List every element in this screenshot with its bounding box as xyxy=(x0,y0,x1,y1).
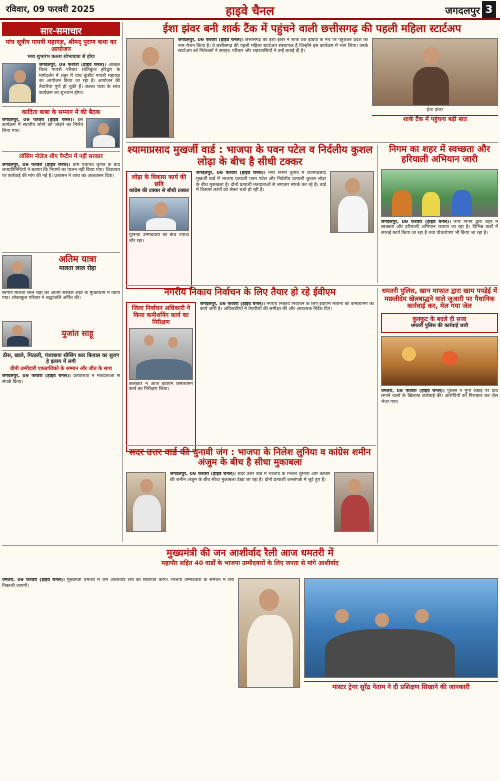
cm-rally-sub: महापौर सहित 40 वार्डों के भाजपा उम्मीदवारों के लिए जनता से मांगे आशीर्वाद xyxy=(161,560,339,568)
sidebar-item-1-sub: भव्य शुभारंभ कलश शोभायात्रा से होगा xyxy=(27,54,95,60)
ward-story-1-headline: श्यामाप्रसाद मुखर्जी वार्ड : भाजपा के पवन पटेल व निर्दलीय कुशल लोढ़ा के बीच है सीधी टक्कर xyxy=(127,145,373,168)
evm-story-box-title: जिला निर्वाचन अधिकारी ने किया कमीशनिंग कार्य का निरीक्षण xyxy=(131,304,191,326)
sidebar-item-2-photo xyxy=(86,118,120,148)
evm-story-box xyxy=(126,302,196,452)
evm-story-headline: नगरीय निकाय निर्वाचन के लिए तैयार हो रहे ईवीएम xyxy=(164,287,336,298)
issue-date: रविवार, 09 फरवरी 2025 xyxy=(6,5,95,15)
evm-story-body: नगरीय निकाय निर्वाचन के लिए ईवीएम मशीनों की कमीशनिंग का कार्य जारी है। अधिकारियों ने तैयारियों की समीक्षा की और आवश्यक निर्देश दिए। xyxy=(200,301,374,313)
police-story-box-sub: धमतरी पुलिस की कार्रवाई जारी xyxy=(410,322,469,329)
evm-story-box-body: कलेक्टर ने आज ईवीएम कमीशनिंग कार्य का निरीक्षण किया। xyxy=(129,381,193,393)
ward-story-1-body: नगर निगम चुनाव में श्यामाप्रसाद मुखर्जी वार्ड में भाजपा प्रत्याशी पवन पटेल और निर्दलीय प्रत्याशी कुशल लोढ़ा के बीच मुकाबला है। दोनों प्रत्याशी मतदाताओं से लगातार संपर्क कर रहे हैं। वार्ड में विकास कार्यों को लेकर चर्चा हो रही है। xyxy=(196,171,326,194)
obituary-name-1: मालता लाल रोहा xyxy=(59,265,96,273)
top-story-photo-1 xyxy=(126,38,174,138)
obituary-name-2: युजांत साहू xyxy=(61,328,94,338)
ward-story-2-body: सदर उत्तर वार्ड में भाजपा के निलेश लुनिया और कांग्रेस की शमीन अंजुम के बीच सीधा मुकाबला देखा जा रहा है। दोनों प्रत्याशी जनसंपर्क में जुटे हुए हैं। xyxy=(170,472,330,483)
cm-rally-body: मुख्यमंत्री धमतरी में जन आशीर्वाद रैली को संबोधित करेंगे। भाजपा उम्मीदवारों के समर्थन में रैली निकाली जाएगी। xyxy=(2,578,234,589)
evm-story-photo xyxy=(129,328,193,380)
sidebar-item-1-body: अखिल विश्व गायत्री परिवार शांतिकुंज हरिद्वार के मार्गदर्शन में शहर में पांच कुंडीय गायत्री महायज्ञ का आयोजन किया जा रहा है। आयोजन की तैयारियां पूर्ण हो चुकी हैं। कलश यात्रा के साथ कार्यक्रम का शुभारंभ होगा। xyxy=(39,62,120,96)
ward-story-2-full xyxy=(2,548,498,567)
ward-story-2-headline: सदर उत्तर वार्ड की चुनावी जंग : भाजपा के निलेश लुनिया व कांग्रेस शमीन अंजुम के बीच है सीधा मुकाबला xyxy=(129,448,371,469)
sidebar-item-2-body: इस कार्यक्रम में स्थानीय लोगों को जोड़ने का निर्णय लिया गया। xyxy=(2,117,83,134)
police-story xyxy=(381,288,498,529)
sidebar-item-1 xyxy=(2,39,120,103)
masthead xyxy=(0,0,500,20)
edition-city: जगदलपुर xyxy=(445,6,480,17)
ward-story-1 xyxy=(126,145,374,289)
obituary-box xyxy=(2,252,120,347)
cm-rally-training-photo xyxy=(304,578,498,678)
cleanliness-story xyxy=(381,145,498,280)
evm-story-dateline: जगदलपुर, 09 फरवरी (हाइवे चैनल)। xyxy=(200,301,265,307)
sidebar-news xyxy=(2,22,120,542)
ward-story-2-photo-1 xyxy=(126,472,166,532)
police-story-box-title: कुक्कुट के बदले दी सजा xyxy=(412,315,467,323)
top-story-dateline: जगदलपुर, 09 फरवरी (हाइवे चैनल)। xyxy=(178,38,244,44)
police-story-body: पुलिस ने मुर्गा लड़ाई पर दांव लगाने वालों के खिलाफ कार्रवाई की। आरोपियों को गिरफ्तार कर जेल भेजा गया। xyxy=(381,388,498,405)
top-story-headline: ईशा झंवर बनी शार्क टैंक में पहुंचने वाली छत्तीसगढ़ की पहली महिला स्टार्टअप xyxy=(162,23,462,35)
sidebar-section-title: सार-समाचार xyxy=(2,22,120,36)
obituary-photo-2 xyxy=(2,321,32,347)
sidebar-item-3-dateline: जगदलपुर, 09 फरवरी (हाइवे चैनल)। xyxy=(2,162,71,168)
sidebar-item-3-headline: लॉसिंग नोलेज शीप पैप्टीन में नहीं सरकार xyxy=(19,153,103,160)
police-story-photo xyxy=(381,336,498,386)
cm-rally-dateline: धमतरी, 09 फरवरी (हाइवे चैनल)। xyxy=(2,578,65,583)
sidebar-item-4-sub: ग्रीमी उम्मीदारी एकताजिको के सम्मान और जीत के साथ xyxy=(10,365,112,372)
top-story xyxy=(126,23,498,138)
cleanliness-story-headline: निगम का शहर में स्वच्छता और हरियाली अभियान जारी xyxy=(388,145,491,166)
ward-story-2-dateline: जगदलपुर, 09 फरवरी (हाइवे चैनल)। xyxy=(170,472,236,477)
top-story-body: छत्तीसगढ़ की ईशा झंवर ने शार्क टैंक इंडिया के मंच पर पहुंचकर प्रदेश का नाम रोशन किया है। वे छत्तीसगढ़ की पहली महिला स्टार्टअप संस्थापक हैं जिन्होंने इस कार्यक्रम में भाग लिया। उनके स्टार्टअप को निवेशकों ने सराहा। परिवार और शहरवासियों ने उन्हें बधाई दी है। xyxy=(178,38,368,55)
ward-story-2-body-area xyxy=(126,472,374,542)
police-story-dateline: धमतरी, 09 फरवरी (हाइवे चैनल)। xyxy=(381,388,445,394)
sidebar-item-1-dateline: जगदलपुर, 09 फरवरी (हाइवे चैनल)। xyxy=(39,62,107,68)
police-story-headline: धमतरी पुलिस, खान माफात द्वारा खाम पपड़ेई में मछलीदेय खेलबाद्धने वाले जुआरी पर पैधानिक कार्रवाई कर, मेल गया जेल xyxy=(381,287,498,311)
ward-story-2 xyxy=(126,448,374,469)
police-story-box xyxy=(381,313,498,333)
sidebar-item-4-dateline: जगदलपुर, 09 फरवरी (हाइवे चैनल)। xyxy=(2,373,71,379)
obituary-title: अतिम यात्रा xyxy=(58,254,97,265)
sidebar-item-1-headline: पांच सूत्रीय गायत्री महायज्ञ, श्रीमद् पुराण कथा का आयोजन xyxy=(5,39,117,54)
ward-story-1-box-sub: कांग्रेस की टक्कर से सीधी टक्कर xyxy=(129,188,189,195)
ward-story-1-photo-2 xyxy=(330,171,374,233)
top-story-photo-2 xyxy=(372,38,498,106)
sidebar-item-4-body: प्रत्याशियों ने मतदाताओं से संपर्क किया। xyxy=(2,373,120,385)
cm-rally-headline: मुख्यमंत्री की जन आशीर्वाद रैली आज धमतरी में xyxy=(166,548,334,559)
ward-story-1-box-title: लोढ़ा के विकास कार्य की छवि xyxy=(131,174,187,189)
cleanliness-story-dateline: जगदलपुर, 09 फरवरी (हाइवे चैनल)। xyxy=(381,219,451,225)
cm-rally-story xyxy=(2,578,498,778)
sidebar-item-2-dateline: जगदलपुर, 09 फरवरी (हाइवे चैनल)। xyxy=(2,117,75,123)
ward-story-1-box xyxy=(126,171,192,289)
obituary-body: स्वर्गीय मालता लाल रोहा का अंतिम संस्कार शहर के मुक्तिधाम में किया गया। शोकाकुल परिवार ने श्रद्धांजलि अर्पित की। xyxy=(2,290,120,302)
sidebar-item-2-headline: कादिता बाबा के सम्मान में की बैठक xyxy=(21,108,101,116)
page-number: 3 xyxy=(482,1,496,18)
newspaper-title: हाइवे चैनल xyxy=(225,4,275,18)
ward-story-1-box-body: युनिन्दा उम्मीदवारों की बीच ज्यादा शोर रहा। xyxy=(129,233,189,245)
sidebar-item-4-headline: ठीस, खाले, मिठाली, पंजाबाया सीसिंग कार कियाल का सुराग हे इलाम में लगी xyxy=(2,352,120,365)
sidebar-item-4 xyxy=(2,350,120,410)
sidebar-item-3-body: ग्राम पंचायत चुनाव के बाद जनप्रतिनिधियों ने बताया कि नियमों का पालन नहीं किया गया। शिकायत पर कार्रवाई की मांग की गई है। प्रशासन ने जांच का आश्वासन दिया। xyxy=(2,162,120,179)
top-story-caption: ईशा झंवर xyxy=(426,108,444,114)
ward-story-1-photo-1 xyxy=(129,197,189,231)
ward-story-2-photo-2 xyxy=(334,472,374,532)
sidebar-item-2 xyxy=(2,106,120,148)
ward-story-1-dateline: जगदलपुर, 09 फरवरी (हाइवे चैनल)। xyxy=(196,171,266,177)
training-story-headline: मास्टर ट्रेनर सुरेंद्र नेताम ने दी प्रशिक्षण सिखाने की जानकारी xyxy=(304,681,498,691)
evm-story xyxy=(126,288,374,452)
sidebar-item-1-photo xyxy=(2,63,36,103)
cleanliness-story-body: नगर निगम द्वारा शहर में स्वच्छता और हरियाली अभियान चलाया जा रहा है। विभिन्न वार्डों में सफाई कार्य किया जा रहा है तथा पौधारोपण भी किया जा रहा है। xyxy=(381,219,498,236)
cleanliness-story-photo xyxy=(381,169,498,217)
cm-rally-photo xyxy=(238,578,300,688)
top-story-side-box-title: शार्क टैंक में पहुंचना बड़ी बात xyxy=(372,115,498,123)
obituary-photo-1 xyxy=(2,255,32,289)
sidebar-item-3 xyxy=(2,151,120,249)
